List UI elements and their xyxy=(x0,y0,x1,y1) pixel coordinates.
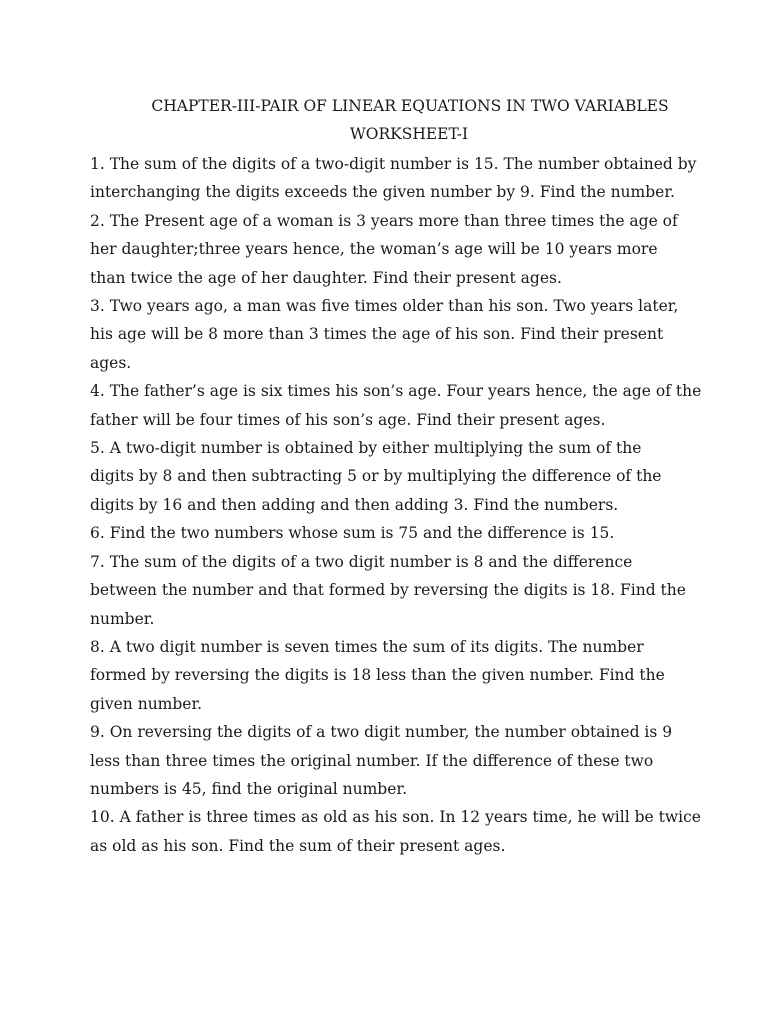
question-line: 9. On reversing the digits of a two digit number, the number obtained is 9 xyxy=(90,723,673,742)
question-line: than twice the age of her daughter. Find their present ages. xyxy=(90,268,562,287)
question-line: number. xyxy=(90,609,155,628)
question-line: his age will be 8 more than 3 times the age of his son. Find their present xyxy=(90,325,664,344)
question-line: numbers is 45, find the original number. xyxy=(90,779,408,798)
chapter-title: CHAPTER-III-PAIR OF LINEAR EQUATIONS IN TWO VARIABLES xyxy=(151,97,669,115)
question-item xyxy=(90,633,710,718)
question-line: given number. xyxy=(90,694,203,713)
question-line: ages. xyxy=(90,353,132,372)
question-line: less than three times the original number. If the difference of these two xyxy=(90,751,654,770)
question-line: 8. A two digit number is seven times the sum of its digits. The number xyxy=(90,637,644,656)
question-line: digits by 8 and then subtracting 5 or by multiplying the difference of the xyxy=(90,467,662,486)
question-line: 10. A father is three times as old as his son. In 12 years time, he will be twice xyxy=(90,808,701,827)
question-line: father will be four times of his son’s age. Find their present ages. xyxy=(90,410,606,429)
question-item xyxy=(90,718,710,803)
question-line: as old as his son. Find the sum of their present ages. xyxy=(90,836,506,855)
question-line: her daughter;three years hence, the woman’s age will be 10 years more xyxy=(90,240,658,259)
question-line: interchanging the digits exceeds the given number by 9. Find the number. xyxy=(90,183,675,202)
question-item xyxy=(90,803,710,860)
question-line: between the number and that formed by reversing the digits is 18. Find the xyxy=(90,581,686,600)
question-item xyxy=(90,150,710,207)
question-line: digits by 16 and then adding and then adding 3. Find the numbers. xyxy=(90,495,619,514)
question-line: 7. The sum of the digits of a two digit number is 8 and the difference xyxy=(90,552,633,571)
question-item xyxy=(90,434,710,519)
question-line: 6. Find the two numbers whose sum is 75 and the difference is 15. xyxy=(90,524,615,543)
question-line: 1. The sum of the digits of a two-digit number is 15. The number obtained by xyxy=(90,155,697,173)
question-item xyxy=(90,207,710,292)
question-line: 4. The father’s age is six times his son’s age. Four years hence, the age of the xyxy=(90,382,702,401)
question-item xyxy=(90,377,710,434)
worksheet-title: WORKSHEET-I xyxy=(349,125,469,143)
question-line: formed by reversing the digits is 18 less than the given number. Find the xyxy=(90,666,665,685)
question-line: 3. Two years ago, a man was five times older than his son. Two years later, xyxy=(90,297,679,316)
question-line: 5. A two-digit number is obtained by either multiplying the sum of the xyxy=(90,439,642,458)
question-line: 2. The Present age of a woman is 3 years more than three times the age of xyxy=(90,211,678,230)
question-list xyxy=(90,150,710,860)
question-item xyxy=(90,292,710,377)
question-item xyxy=(90,519,710,547)
question-item xyxy=(90,548,710,633)
